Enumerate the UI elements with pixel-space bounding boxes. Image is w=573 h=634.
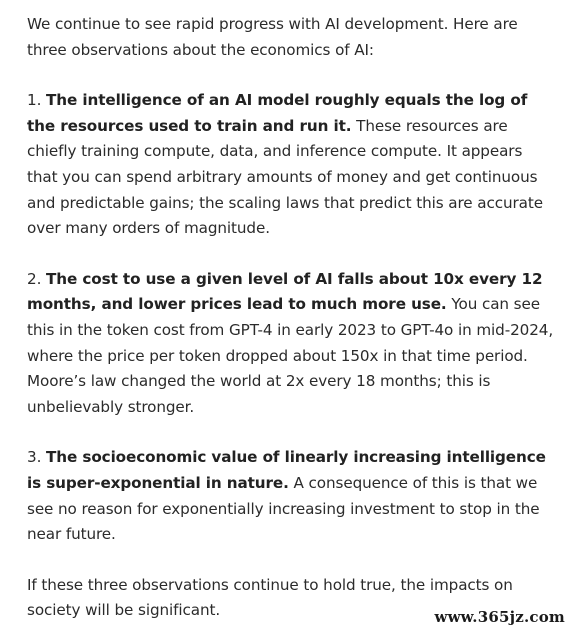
observation-text: You can see this in the token cost from GPT-4 in early 2023 to GPT-4o in mid-2024, where the price per token dropped about 150x in that time period. Moore’s law changed the world at 2x every 18 months; this is unbelievably stronger.	[27, 295, 554, 416]
observation-headline: The cost to use a given level of AI falls about 10x every 12 months, and lower prices lead to much more use.	[27, 269, 543, 314]
observation-number: 1.	[27, 91, 42, 110]
observation-1	[27, 88, 557, 242]
site-watermark: www.365jz.com	[434, 608, 565, 626]
observation-text: A consequence of this is that we see no reason for exponentially increasing investment to stop in the near future.	[27, 473, 540, 544]
observation-text: These resources are chiefly training compute, data, and inference compute. It appears that you can spend arbitrary amounts of money and get continuous and predictable gains; the scaling laws that predict this are accurate over many orders of magnitude.	[27, 116, 543, 238]
observation-number: 3.	[27, 448, 42, 467]
observation-number: 2.	[27, 269, 42, 288]
intro-paragraph: We continue to see rapid progress with AI development. Here are three observations about the economics of AI:	[27, 15, 518, 59]
observation-3	[27, 445, 557, 547]
observation-headline: The intelligence of an AI model roughly equals the log of the resources used to train and run it.	[27, 91, 528, 135]
article-body	[27, 12, 557, 624]
conclusion-paragraph: If these three observations continue to hold true, the impacts on society will be significant.	[27, 575, 513, 620]
observation-headline: The socioeconomic value of linearly increasing intelligence is super-exponential in nature.	[27, 448, 546, 492]
observation-2	[27, 267, 557, 421]
